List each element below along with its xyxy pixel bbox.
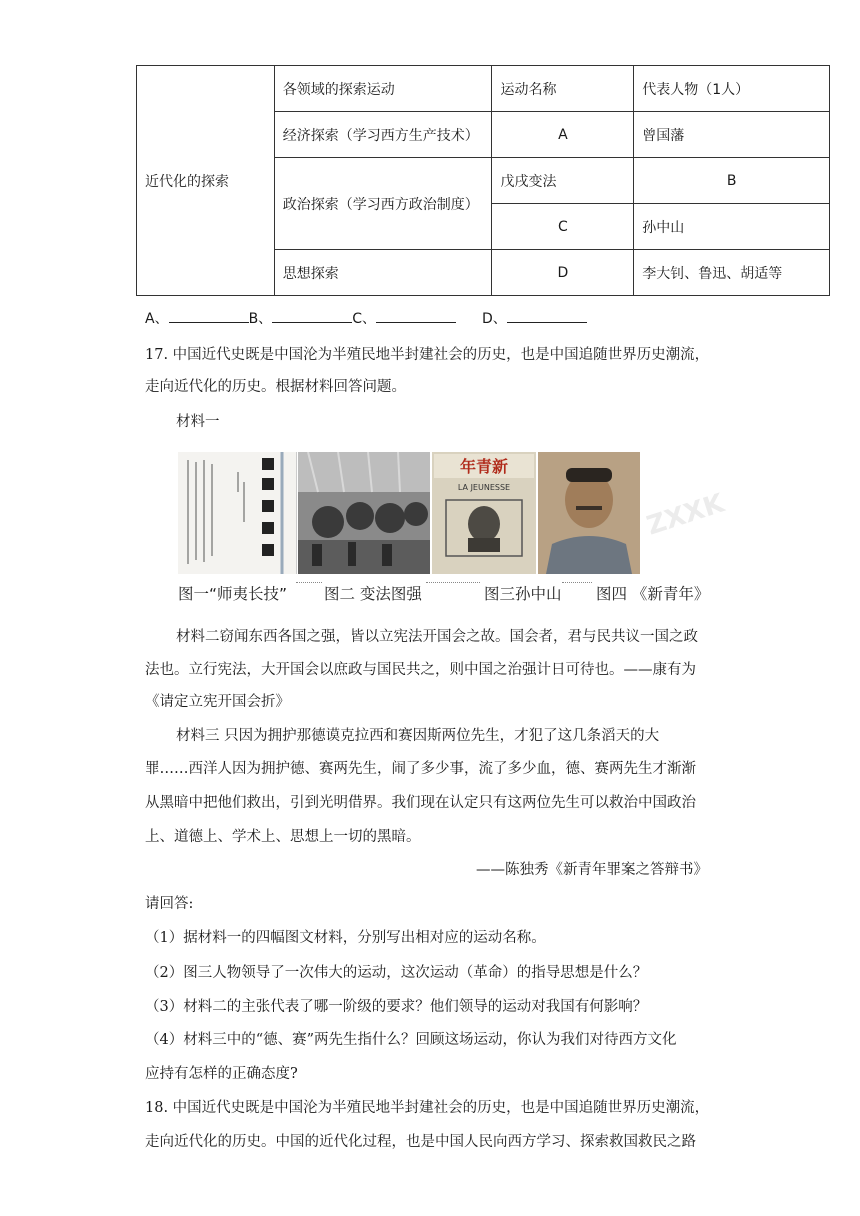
cover-subtitle: LA JEUNESSE <box>457 483 511 492</box>
please-answer: 请回答: <box>145 896 194 912</box>
blank-d[interactable] <box>507 308 587 323</box>
memorial-document-image <box>178 452 297 574</box>
image-captions <box>178 582 723 604</box>
factory-photo <box>298 452 430 574</box>
material-3-line-2: 罪……西洋人因为拥护德、赛两先生，闹了多少事，流了多少血，德、赛两先生才渐渐 <box>145 761 696 777</box>
table-row <box>137 66 830 112</box>
blank-c[interactable] <box>376 308 456 323</box>
answer-blanks: A、 B、 C、 D、 <box>145 308 587 328</box>
material-2-line-1: 材料二窃闻东西各国之强，皆以立宪法开国会之故。国会者，君与民共议一国之政 <box>176 629 698 645</box>
material-3-source: ——陈独秀《新青年罪案之答辩书》 <box>476 862 708 878</box>
table-cell: 运动名称 <box>492 66 634 112</box>
modernization-table <box>136 65 830 296</box>
question-18-line-1: 18. 中国近代史既是中国沦为半殖民地半封建社会的历史，也是中国追随世界历史潮流， <box>145 1100 710 1116</box>
row-header-cell: 近代化的探索 <box>137 66 275 296</box>
memorial-document-image <box>178 452 296 574</box>
question-17-line-1: 17. 中国近代史既是中国沦为半殖民地半封建社会的历史，也是中国追随世界历史潮流， <box>145 347 710 363</box>
material-3-line-3: 从黑暗中把他们救出，引到光明借界。我们现在认定只有这两位先生可以救治中国政治 <box>145 795 696 811</box>
question-17-line-2: 走向近代化的历史。根据材料回答问题。 <box>145 379 406 395</box>
portrait-photo <box>538 452 640 574</box>
blank-a[interactable] <box>169 308 249 323</box>
material-2-line-3: 《请定立宪开国会折》 <box>145 694 290 710</box>
table-cell: 孙中山 <box>634 204 830 250</box>
cover-title: 年青新 <box>459 457 509 476</box>
table-cell: A <box>492 112 634 158</box>
table-cell: 代表人物（1人） <box>634 66 830 112</box>
sub-question-4-line-2: 应持有怎样的正确态度? <box>145 1066 298 1082</box>
la-jeunesse-cover <box>432 452 536 574</box>
table-cell: 思想探索 <box>274 250 492 296</box>
table-cell: 各领域的探索运动 <box>274 66 492 112</box>
caption-4: 图四 《新青年》 <box>596 585 710 603</box>
material-3-line-1: 材料三 只因为拥护那德谟克拉西和赛因斯两位先生，才犯了这几条滔天的大 <box>176 728 660 744</box>
table-cell: D <box>492 250 634 296</box>
sub-question-4-line-1: （4）材料三中的“德、赛”两先生指什么？回顾这场运动，你认为我们对待西方文化 <box>145 1032 677 1048</box>
table-cell: 曾国藩 <box>634 112 830 158</box>
table-cell: 李大钊、鲁迅、胡适等 <box>634 250 830 296</box>
material-2-line-2: 法也。立行宪法，大开国会以庶政与国民共之，则中国之治强计日可待也。——康有为 <box>145 662 696 678</box>
material-1-label: 材料一 <box>176 414 220 430</box>
blank-b[interactable] <box>272 308 352 323</box>
caption-1: 图一“师夷长技” <box>178 585 288 603</box>
table-cell: C <box>492 204 634 250</box>
table-cell: B <box>634 158 830 204</box>
table-cell: 经济探索（学习西方生产技术） <box>274 112 492 158</box>
question-18-line-2: 走向近代化的历史。中国的近代化过程，也是中国人民向西方学习、探索救国救民之路 <box>145 1134 696 1150</box>
sub-question-1: （1）据材料一的四幅图文材料，分别写出相对应的运动名称。 <box>145 930 546 946</box>
table-cell: 戊戌变法 <box>492 158 634 204</box>
sub-question-2: （2）图三人物领导了一次伟大的运动，这次运动（革命）的指导思想是什么？ <box>145 965 648 981</box>
caption-3: 图三孙中山 <box>484 585 562 603</box>
table-cell: 政治探索（学习西方政治制度） <box>274 158 492 250</box>
sub-question-3: （3）材料二的主张代表了哪一阶级的要求？他们领导的运动对我国有何影响？ <box>145 999 648 1015</box>
caption-2: 图二 变法图强 <box>324 585 422 603</box>
watermark-logo: ZXXK <box>643 488 728 542</box>
material-3-line-4: 上、道德上、学术上、思想上一切的黑暗。 <box>145 829 421 845</box>
